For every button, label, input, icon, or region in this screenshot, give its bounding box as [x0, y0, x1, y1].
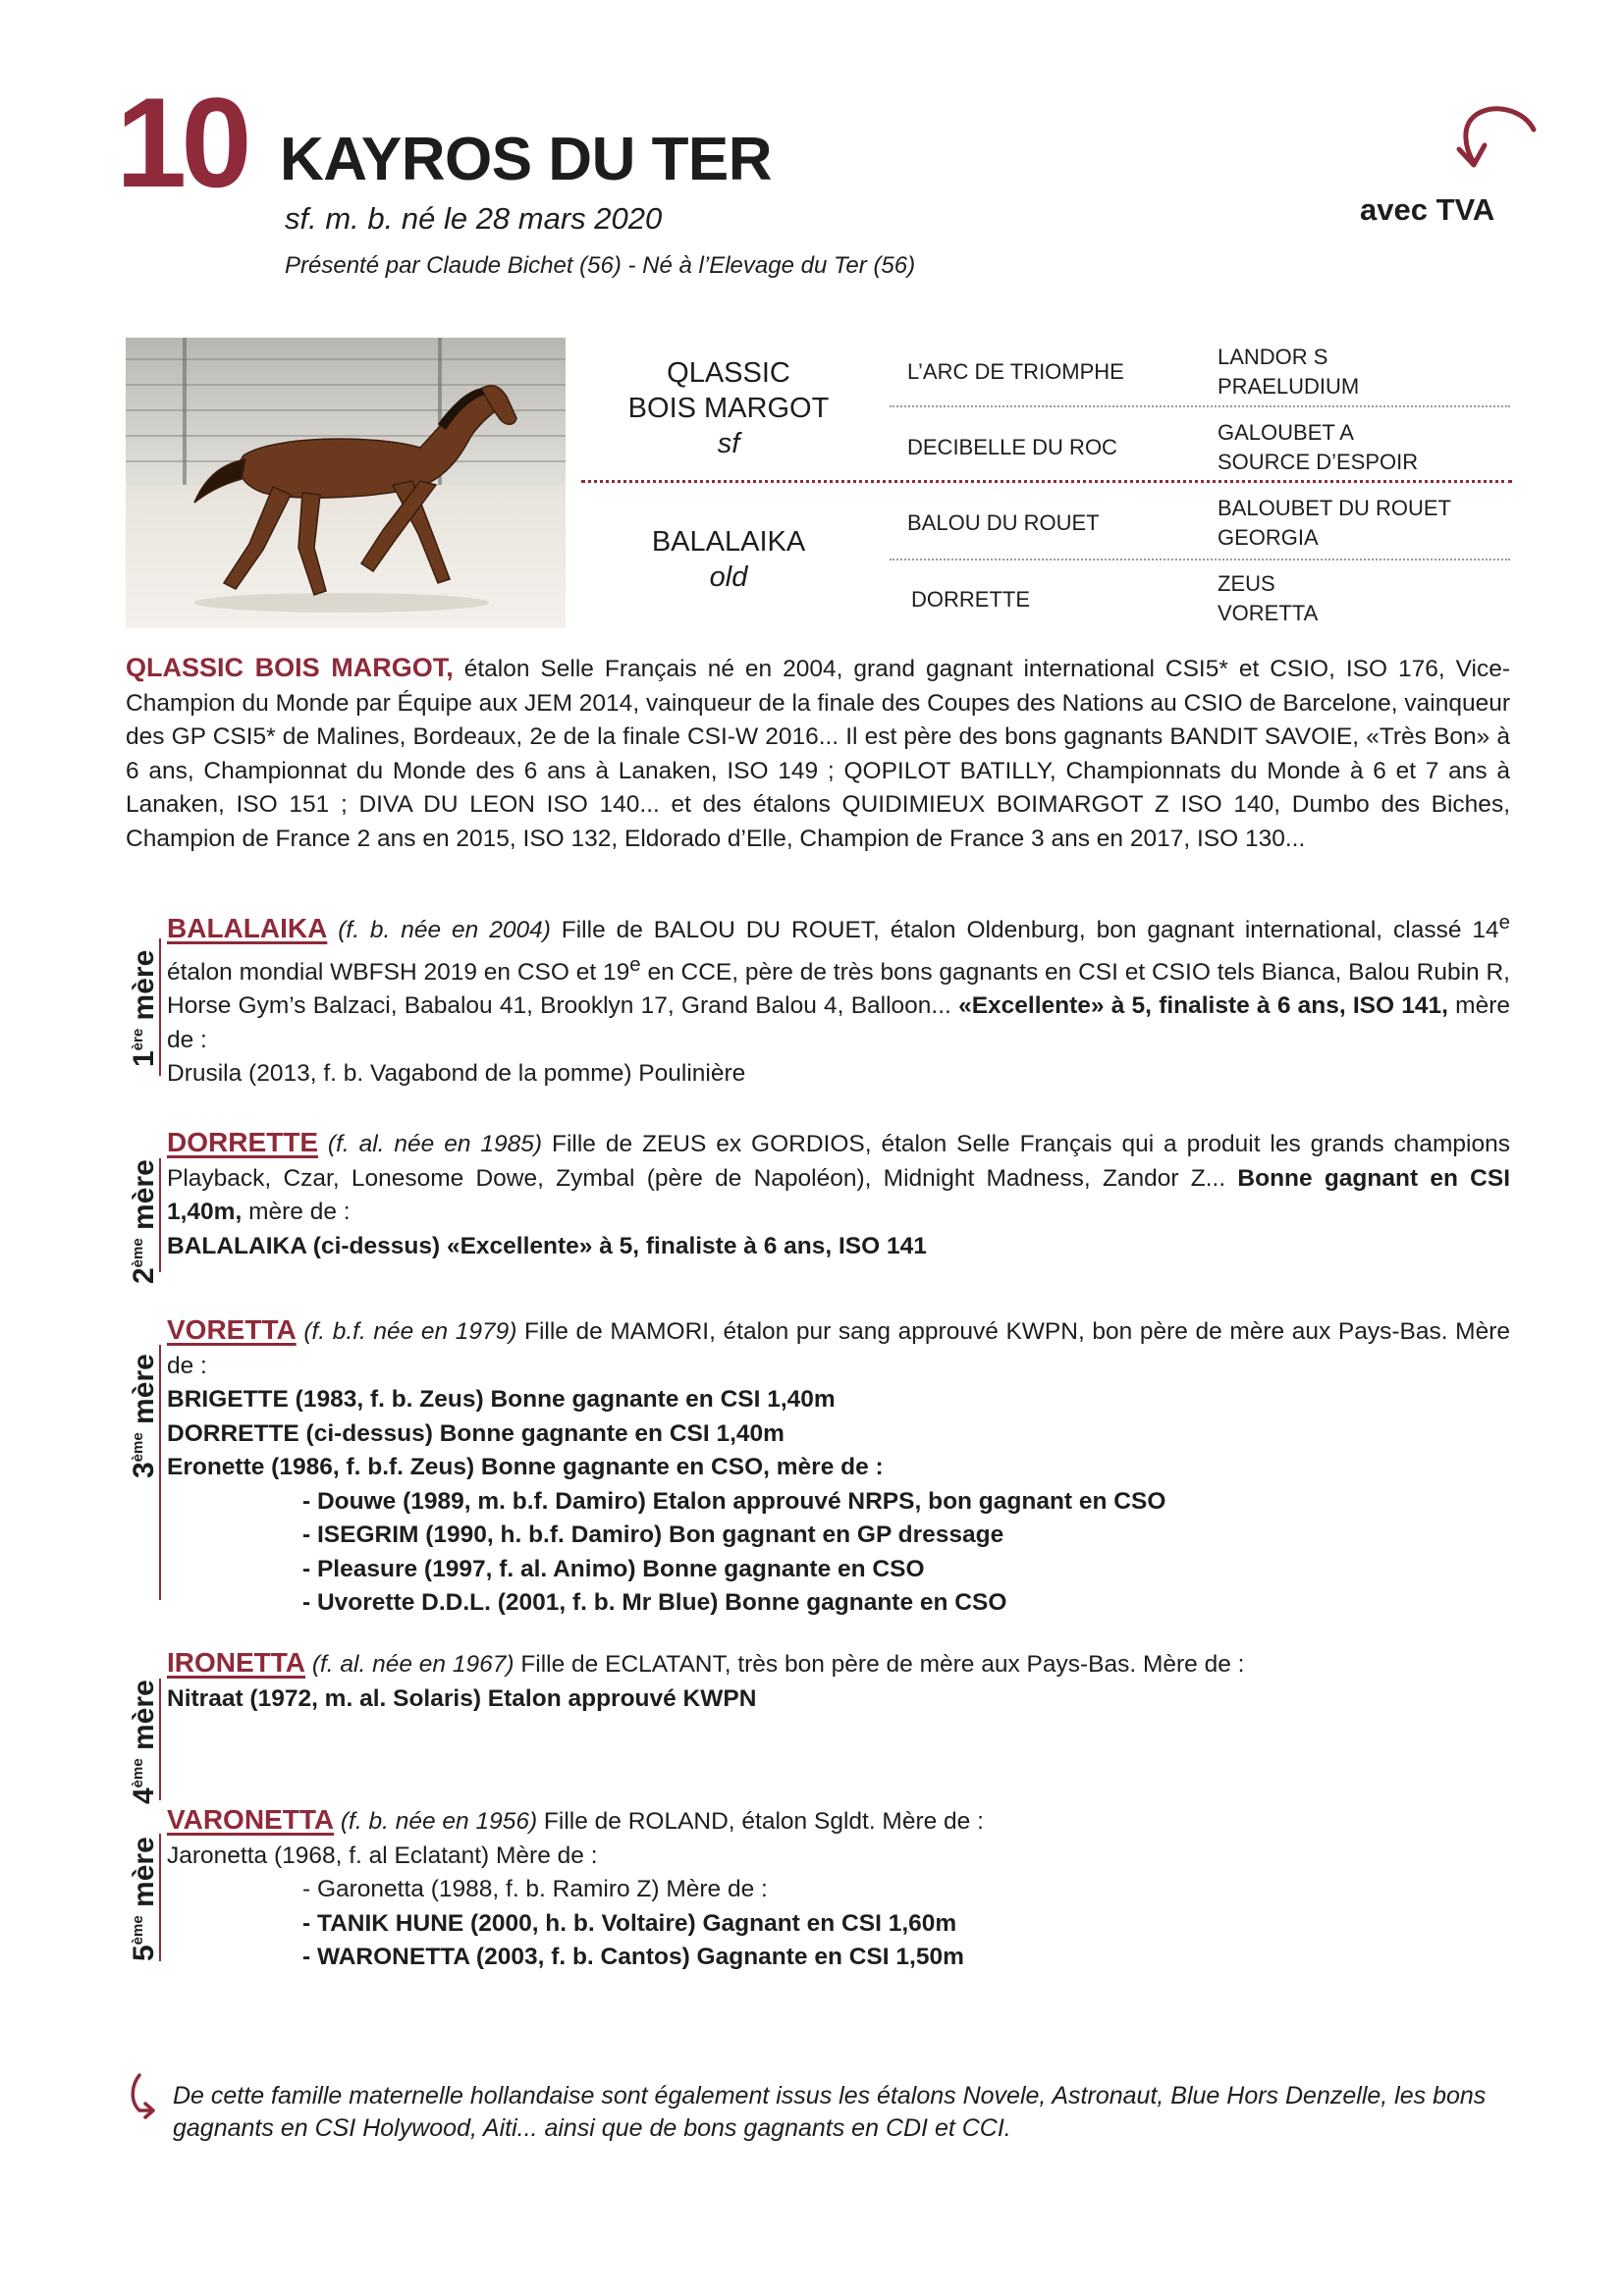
- pedigree-divider-sire: [890, 405, 1510, 407]
- mare-5-info: (f. b. née en 1956): [334, 1808, 538, 1835]
- pedigree-dam-sire: BALOU DU ROUET: [907, 510, 1100, 535]
- mare-5-name: VARONETTA: [167, 1804, 335, 1835]
- sire-description-lead: QLASSIC BOIS MARGOT,: [126, 653, 454, 682]
- pedigree-sire-studbook: sf: [717, 428, 740, 459]
- return-arrow-icon: [126, 2071, 161, 2120]
- mare-4-info: (f. al. née en 1967): [305, 1651, 514, 1678]
- mare-2-info: (f. al. née en 1985): [318, 1131, 543, 1157]
- pedigree-sire-dam: DECIBELLE DU ROC: [907, 435, 1117, 459]
- footnote: De cette famille maternelle hollandaise sont également issus les étalons Novele, Astronaut, Blue Hors Denzelle, les bons gagnants en CSI Holywood, Aiti... ainsi que de bons gagnants en CDI et CCI.: [173, 2082, 1487, 2142]
- mare-5-label: 5ème mère: [128, 1837, 160, 1961]
- pedigree-sire-sire: L’ARC DE TRIOMPHE: [907, 359, 1124, 384]
- mare-3-produce-2: DORRETTE (ci-dessus) Bonne gagnante en CSI 1,40m: [167, 1419, 785, 1447]
- mare-4-produce: Nitraat (1972, m. al. Solaris) Etalon approuvé KWPN: [167, 1684, 757, 1712]
- pedigree-sire: [609, 355, 848, 461]
- pedigree-dam-studbook: old: [709, 561, 748, 593]
- pedigree-gg-5: BALOUBET DU ROUET: [1218, 496, 1451, 520]
- mare-3-block: VORETTA (f. b.f. née en 1979) Fille de MAMORI, étalon pur sang approuvé KWPN, bon père de mère aux Pays-Bas. Mère de : BRIGETTE (1983, f. b. Zeus) Bonne gagnante en CSI 1,40m DORRETTE (ci-dessus) Bonne gagnante en CSI 1,40m Eronette (1986, f. b.f. Zeus) Bonne gagnante en CSO, mère de : - Douwe (1989, m. b.f. Damiro) Etalon approuvé NRPS, bon gagnant en CSO - ISEGRIM (1990, h. b.f. Damiro) Bon gagnant en GP dressage - Pleasure (1997, f. al. Animo) Bonne gagnante en CSO - Uvorette D.D.L. (2001, f. b. Mr Blue) Bonne gagnante en CSO: [126, 1313, 1510, 1621]
- mare-1-info: (f. b. née en 2004): [327, 917, 551, 944]
- curved-arrow-icon: [1424, 98, 1542, 187]
- pedigree-dam-name: BALALAIKA: [651, 526, 806, 558]
- lot-number: 10: [116, 71, 246, 214]
- mare-5-produce: Jaronetta (1968, f. al Eclatant) Mère de :: [167, 1842, 598, 1869]
- mare-5-sub-1: - Garonetta (1988, f. b. Ramiro Z) Mère de :: [302, 1876, 768, 1902]
- mare-2-label: 2ème mère: [128, 1159, 160, 1284]
- mare-3-produce-3: Eronette (1986, f. b.f. Zeus) Bonne gagnante en CSO, mère de :: [167, 1454, 884, 1480]
- mare-2-block: DORRETTE (f. al. née en 1985) Fille de ZEUS ex GORDIOS, étalon Selle Français qui a produit les grands champions Playback, Czar, Lonesome Dowe, Zymbal (père de Napoléon), Midnight Madness, Zandor Z... Bonne gagnant en CSI 1,40m, mère de : BALALAIKA (ci-dessus) «Excellente» à 5, finaliste à 6 ans, ISO 141: [126, 1126, 1510, 1263]
- mare-3-sub-4: - Uvorette D.D.L. (2001, f. b. Mr Blue) Bonne gagnante en CSO: [302, 1589, 1007, 1616]
- mare-5-sub-3: - WARONETTA (2003, f. b. Cantos) Gagnante en CSI 1,50m: [302, 1944, 964, 1970]
- mare-5-block: VARONETTA (f. b. née en 1956) Fille de ROLAND, étalon Sgldt. Mère de : Jaronetta (1968, f. al Eclatant) Mère de : - Garonetta (1988, f. b. Ramiro Z) Mère de : - TANIK HUNE (2000, h. b. Voltaire) Gagnant en CSI 1,60m - WARONETTA (2003, f. b. Cantos) Gagnante en CSI 1,50m: [126, 1803, 1510, 1975]
- horse-photo: [126, 338, 566, 628]
- sire-description-text: étalon Selle Français né en 2004, grand gagnant international CSI5* et CSIO, ISO 176, Vice-Champion du Monde par Équipe aux JEM 2014, vainqueur de la finale des Coupes des Nations au CSIO de Barcelone, vainqueur des GP CSI5* de Malines, Bordeaux, 2e de la finale CSI-W 2016... Il est père des bons gagnants BANDIT SAVOIE, «Très Bon» à 6 ans, Championnat du Monde des 6 ans à Lanaken, ISO 149 ; QOPILOT BATILLY, Championnats du Monde à 6 et 7 ans à Lanaken, ISO 151 ; DIVA DU LEON ISO 140... et des étalons QUIDIMIEUX BOIMARGOT Z ISO 140, Dumbo des Biches, Champion de France 2 ans en 2015, ISO 132, Eldorado d’Elle, Champion de France 3 ans en 2017, ISO 130...: [126, 656, 1510, 852]
- tva-label: avec TVA: [1360, 192, 1495, 227]
- sire-description: [126, 651, 1510, 856]
- pedigree-gg-8: VORETTA: [1218, 601, 1319, 625]
- pedigree-gg-6: GEORGIA: [1218, 525, 1319, 550]
- pedigree-gg-3: GALOUBET A: [1218, 420, 1354, 445]
- mare-3-sub-1: - Douwe (1989, m. b.f. Damiro) Etalon approuvé NRPS, bon gagnant en CSO: [302, 1487, 1166, 1515]
- mare-1-produce: Drusila (2013, f. b. Vagabond de la pomme) Poulinière: [167, 1060, 746, 1088]
- mare-5-sub-2: - TANIK HUNE (2000, h. b. Voltaire) Gagnant en CSI 1,60m: [302, 1909, 957, 1937]
- mare-4-block: IRONETTA (f. al. née en 1967) Fille de ECLATANT, très bon père de mère aux Pays-Bas. Mère de : Nitraat (1972, m. al. Solaris) Etalon approuvé KWPN: [126, 1646, 1510, 1716]
- pedigree-gg-4: SOURCE D’ESPOIR: [1218, 450, 1419, 474]
- pedigree-dam-dam: DORRETTE: [911, 587, 1030, 612]
- presented-by: Présenté par Claude Bichet (56) - Né à l’Elevage du Ter (56): [285, 252, 916, 279]
- mare-3-label: 3ème mère: [128, 1354, 160, 1478]
- mare-3-name: VORETTA: [167, 1314, 297, 1345]
- mare-1-label: 1ère mère: [128, 949, 160, 1067]
- pedigree-sire-name-2: BOIS MARGOT: [627, 393, 830, 424]
- mare-1-block: BALALAIKA (f. b. née en 2004) Fille de BALOU DU ROUET, étalon Oldenburg, bon gagnant international, classé 14e étalon mondial WBFSH 2019 en CSO et 19e en CCE, père de très bons gagnants en CSI et CSIO tels Bianca, Balou Rubin R, Horse Gym’s Balzaci, Babalou 41, Brooklyn 17, Grand Balou 4, Balloon... «Excellente» à 5, finaliste à 6 ans, ISO 141, mère de : Drusila (2013, f. b. Vagabond de la pomme) Poulinière: [126, 906, 1510, 1092]
- mare-4-label: 4ème mère: [128, 1680, 160, 1804]
- pedigree-sire-name-1: QLASSIC: [667, 357, 790, 389]
- mare-2-produce: BALALAIKA (ci-dessus) «Excellente» à 5, finaliste à 6 ans, ISO 141: [167, 1232, 927, 1259]
- horse-name: KAYROS DU TER: [280, 126, 773, 193]
- pedigree-divider-main: [581, 480, 1512, 483]
- mare-2-name: DORRETTE: [167, 1127, 318, 1157]
- pedigree-divider-dam: [890, 559, 1510, 561]
- mare-1-name: BALALAIKA: [167, 913, 328, 944]
- pedigree-gg-7: ZEUS: [1218, 571, 1275, 596]
- mare-3-info: (f. b.f. née en 1979): [296, 1318, 517, 1345]
- mare-3-sub-3: - Pleasure (1997, f. al. Animo) Bonne gagnante en CSO: [302, 1555, 925, 1582]
- horse-subtitle: sf. m. b. né le 28 mars 2020: [285, 201, 663, 236]
- pedigree-dam: [609, 524, 848, 595]
- pedigree-gg-2: PRAELUDIUM: [1218, 374, 1360, 399]
- mare-3-produce-1: BRIGETTE (1983, f. b. Zeus) Bonne gagnante en CSI 1,40m: [167, 1386, 836, 1413]
- pedigree-gg-1: LANDOR S: [1218, 345, 1328, 369]
- mare-4-name: IRONETTA: [167, 1647, 306, 1678]
- mare-3-sub-2: - ISEGRIM (1990, h. b.f. Damiro) Bon gagnant en GP dressage: [302, 1522, 1004, 1548]
